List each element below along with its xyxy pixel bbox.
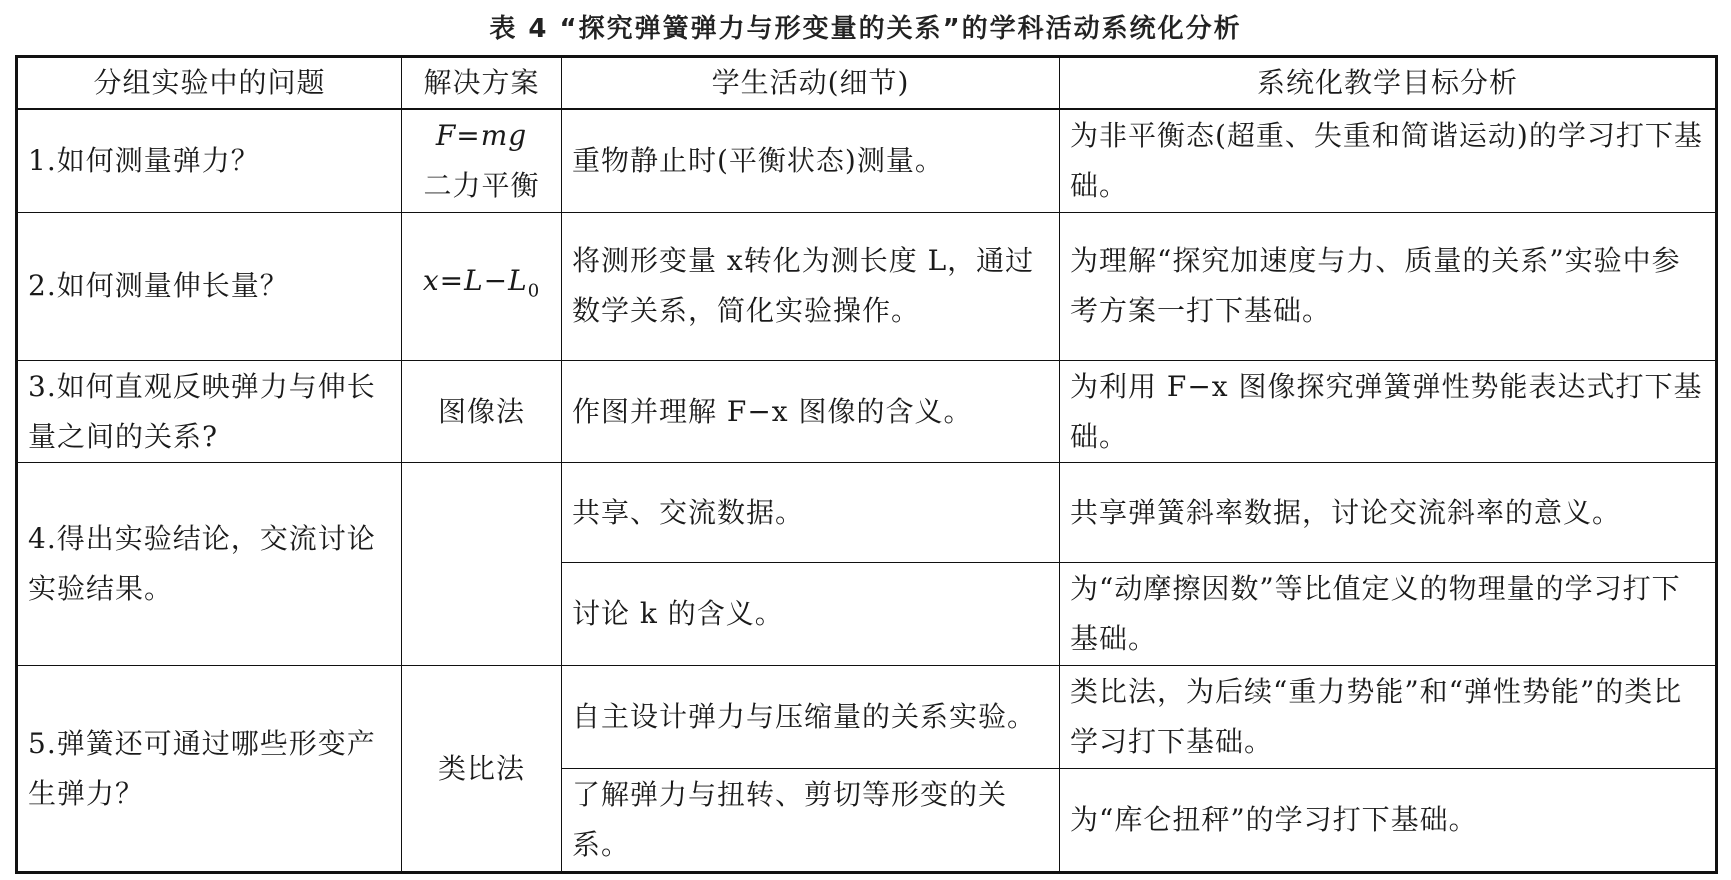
header-problem: 分组实验中的问题 [17,57,402,110]
problem-cell: 5.弹簧还可通过哪些形变产生弹力？ [17,666,402,873]
solution-cell: 类比法 [402,666,562,873]
solution-text: 二力平衡 [423,168,540,202]
goal-cell: 为“动摩擦因数”等比值定义的物理量的学习打下基础。 [1060,563,1717,666]
analysis-table [15,55,1718,874]
header-goal: 系统化教学目标分析 [1060,57,1717,110]
table-row [17,212,1717,360]
solution-formula-subscript: 0 [527,280,541,302]
goal-cell: 共享弹簧斜率数据，讨论交流斜率的意义。 [1060,463,1717,563]
problem-cell: 3.如何直观反映弹力与伸长量之间的关系? [17,360,402,463]
table-row [17,109,1717,212]
solution-cell-empty [402,463,562,666]
goal-cell: 为理解“探究加速度与力、质量的关系”实验中参考方案一打下基础。 [1060,212,1717,360]
activity-cell: 自主设计弹力与压缩量的关系实验。 [562,666,1060,769]
problem-cell: 4.得出实验结论，交流讨论实验结果。 [17,463,402,666]
table-caption: 表 4 “探究弹簧弹力与形变量的关系”的学科活动系统化分析 [489,14,1242,44]
header-activity: 学生活动(细节) [562,57,1060,110]
activity-cell: 共享、交流数据。 [562,463,1060,563]
activity-cell: 了解弹力与扭转、剪切等形变的关系。 [562,769,1060,873]
solution-cell: 图像法 [402,360,562,463]
header-solution: 解决方案 [402,57,562,110]
activity-cell: 将测形变量 x转化为测长度 L，通过数学关系，简化实验操作。 [562,212,1060,360]
problem-cell: 1.如何测量弹力？ [17,109,402,212]
solution-cell [402,212,562,360]
table-row [17,666,1717,769]
activity-cell: 讨论 k 的含义。 [562,563,1060,666]
goal-cell: 类比法，为后续“重力势能”和“弹性势能”的类比学习打下基础。 [1060,666,1717,769]
goal-cell: 为“库仑扭秤”的学习打下基础。 [1060,769,1717,873]
table-row [17,463,1717,563]
activity-cell: 作图并理解 F−x 图像的含义。 [562,360,1060,463]
goal-cell: 为非平衡态(超重、失重和简谐运动)的学习打下基础。 [1060,109,1717,212]
solution-formula: x=L−L [422,263,528,297]
table-row [17,360,1717,463]
activity-cell: 重物静止时(平衡状态)测量。 [562,109,1060,212]
solution-cell [402,109,562,212]
header-row [17,57,1717,110]
goal-cell: 为利用 F−x 图像探究弹簧弹性势能表达式打下基础。 [1060,360,1717,463]
problem-cell: 2.如何测量伸长量？ [17,212,402,360]
solution-formula: F=mg [435,118,528,152]
